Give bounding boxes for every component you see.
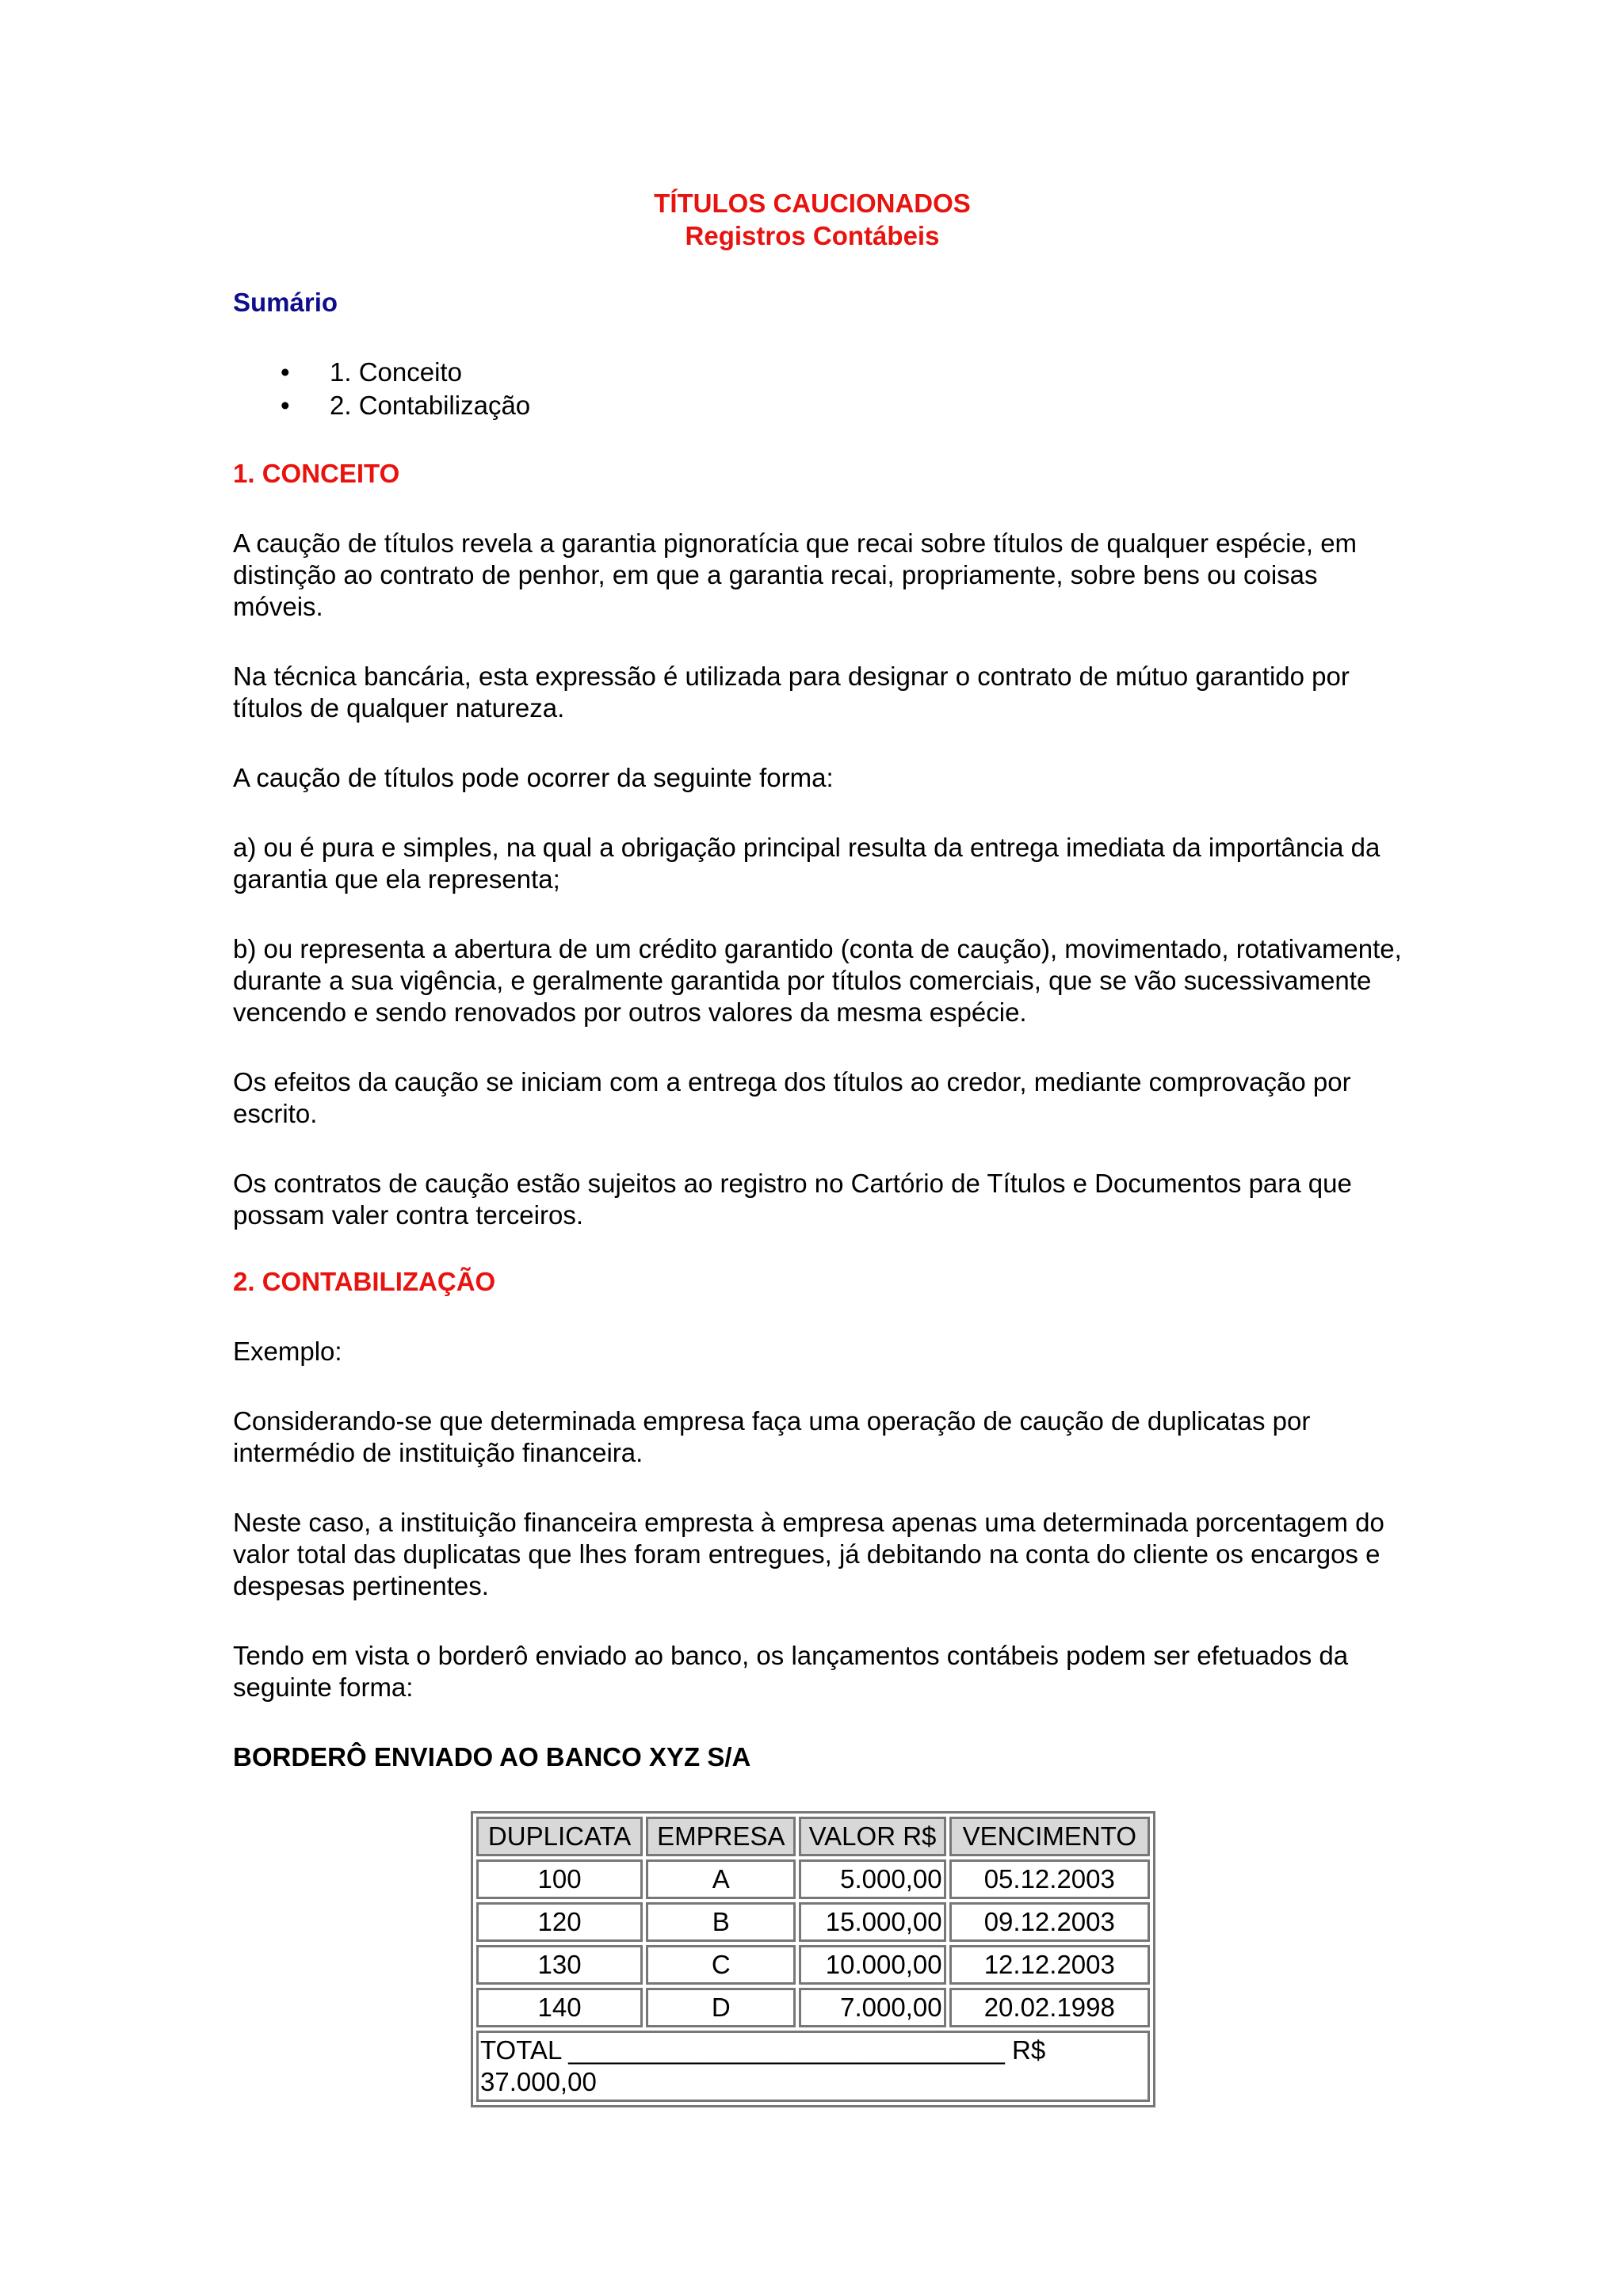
column-header-empresa: EMPRESA (646, 1817, 796, 1856)
column-header-valor: VALOR R$ (799, 1817, 945, 1856)
paragraph: Na técnica bancária, esta expressão é utilizada para designar o contrato de mútuo garantido por títulos de qualquer natureza. (233, 662, 1350, 723)
bordero-table (471, 1811, 1155, 2107)
table-row (476, 1945, 1150, 1985)
cell-valor: 15.000,00 (799, 1902, 945, 1942)
paragraph: Neste caso, a instituição financeira empresta à empresa apenas uma determinada porcentagem do valor total das duplicatas que lhes foram entregues, já debitando na conta do cliente os encargos e despesas pertinentes. (233, 1508, 1384, 1600)
column-header-vencimento: VENCIMENTO (949, 1817, 1150, 1856)
total-cell: TOTAL ______________________________ R$ 37.000,00 (476, 2031, 1150, 2102)
cell-empresa: A (646, 1859, 796, 1899)
cell-duplicata: 140 (476, 1988, 643, 2027)
column-header-duplicata: DUPLICATA (476, 1817, 643, 1856)
paragraph: a) ou é pura e simples, na qual a obrigação principal resulta da entrega imediata da importância da garantia que ela representa; (233, 833, 1381, 894)
summary-item (233, 357, 1406, 390)
cell-empresa: C (646, 1945, 796, 1985)
cell-valor: 5.000,00 (799, 1859, 945, 1899)
paragraph: A caução de títulos revela a garantia pignoratícia que recai sobre títulos de qualquer espécie, em distinção ao contrato de penhor, em que a garantia recai, propriamente, sobre bens ou coisas móveis. (233, 528, 1358, 621)
summary-item-label: 2. Contabilização (330, 391, 531, 420)
section-heading-contabilizacao: 2. CONTABILIZAÇÃO (233, 1267, 496, 1296)
paragraph: Considerando-se que determinada empresa faça uma operação de caução de duplicatas por intermédio de instituição financeira. (233, 1406, 1311, 1467)
paragraph: A caução de títulos pode ocorrer da seguinte forma: (233, 763, 834, 792)
cell-empresa: D (646, 1988, 796, 2027)
table-total-row (476, 2031, 1150, 2102)
cell-valor: 7.000,00 (799, 1988, 945, 2027)
paragraph: Exemplo: (233, 1337, 342, 1366)
cell-vencimento: 12.12.2003 (949, 1945, 1150, 1985)
paragraph: Os contratos de caução estão sujeitos ao registro no Cartório de Títulos e Documentos para que possam valer contra terceiros. (233, 1169, 1352, 1230)
summary-list (233, 357, 1406, 423)
summary-heading: Sumário (233, 288, 338, 317)
document-title: TÍTULOS CAUCIONADOS (654, 189, 971, 218)
cell-empresa: B (646, 1902, 796, 1942)
bullet-icon: • (281, 391, 290, 420)
table-caption: BORDERÔ ENVIADO AO BANCO XYZ S/A (233, 1742, 751, 1772)
document-subtitle: Registros Contábeis (685, 221, 940, 250)
paragraph: Tendo em vista o borderô enviado ao banco, os lançamentos contábeis podem ser efetuados da seguinte forma: (233, 1641, 1349, 1702)
table-header-row (476, 1817, 1150, 1856)
table-row (476, 1902, 1150, 1942)
section-heading-conceito: 1. CONCEITO (233, 459, 400, 488)
paragraph: Os efeitos da caução se iniciam com a entrega dos títulos ao credor, mediante comprovação por escrito. (233, 1067, 1351, 1128)
cell-duplicata: 100 (476, 1859, 643, 1899)
title-block (233, 187, 1392, 252)
cell-duplicata: 120 (476, 1902, 643, 1942)
document-content (233, 187, 1406, 2107)
cell-vencimento: 09.12.2003 (949, 1902, 1150, 1942)
summary-item (233, 390, 1406, 423)
cell-duplicata: 130 (476, 1945, 643, 1985)
cell-vencimento: 20.02.1998 (949, 1988, 1150, 2027)
cell-vencimento: 05.12.2003 (949, 1859, 1150, 1899)
paragraph: b) ou representa a abertura de um crédito garantido (conta de caução), movimentado, rotativamente, durante a sua vigência, e geralmente garantida por títulos comerciais, que se vão sucessivamente vencendo e sendo renovados por outros valores da mesma espécie. (233, 934, 1402, 1027)
summary-item-label: 1. Conceito (330, 357, 462, 387)
bullet-icon: • (281, 357, 290, 387)
table-row (476, 1859, 1150, 1899)
table-row (476, 1988, 1150, 2027)
cell-valor: 10.000,00 (799, 1945, 945, 1985)
